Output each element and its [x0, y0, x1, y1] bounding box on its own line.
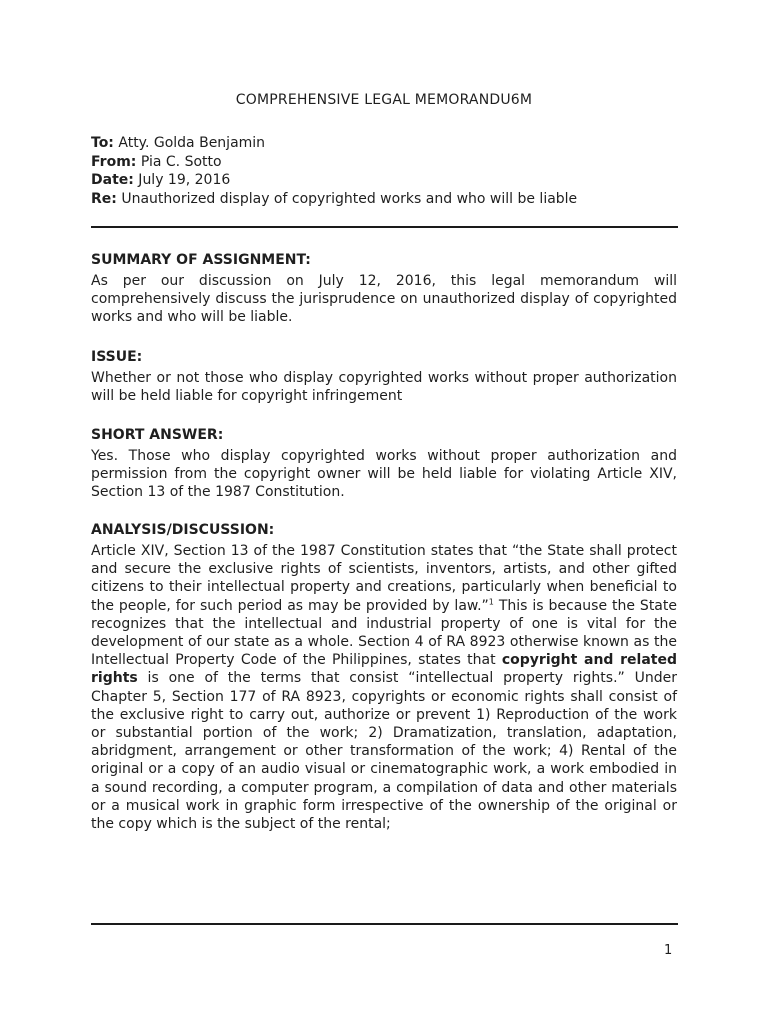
memo-date-value: July 19, 2016: [133, 172, 231, 188]
copyright-emphasis: copyright and related rights: [91, 652, 677, 687]
memo-header: [91, 134, 691, 208]
memo-re-value: Unauthorized display of copyrighted works and who will be liable: [116, 190, 578, 207]
page-number: 1: [664, 943, 673, 958]
memo-re-label: Re:: [91, 190, 117, 207]
analysis-text-part-1: Article XIV, Section 13 of the 1987 Constitution states that “the State shall protect and secure the exclusive rights of scientists, inventors, artists, and other gifted citizens to their intellectual property and creations, particularly when beneficial to the people, for such period as may be provided by law.”: [91, 543, 677, 614]
issue-heading: ISSUE:: [91, 349, 143, 365]
footnote-reference[interactable]: 1: [488, 596, 494, 606]
summary-heading: SUMMARY OF ASSIGNMENT:: [91, 252, 311, 268]
memo-from-label: From:: [91, 153, 137, 170]
analysis-section: [91, 520, 677, 833]
analysis-text-part-3: is one of the terms that consist “intellectual property rights.” Under Chapter 5, Section 177 of RA 8923, copyrights or economic rights shall consist of the exclusive right to carry out, authorize or prevent 1) Reproduction of the work or substantial portion of the work; 2) Dramatization, translation, adaptation, abridgment, arrangement or other transformation of the work; 4) Rental of the original or a copy of an audio visual or cinematographic work, a work embodied in a sound recording, a computer program, a compilation of data and other materials or a musical work in graphic form irrespective of the ownership of the original or the copy which is the subject of the rental;: [91, 670, 677, 833]
memo-date-label: Date:: [91, 172, 134, 188]
issue-section: [91, 347, 677, 405]
short-answer-section: [91, 425, 677, 502]
memo-to-value: Atty. Golda Benjamin: [113, 135, 266, 151]
analysis-text-part-2: This is because the State recognizes that the intellectual and industrial property of one is vital for the development of our state as a whole. Section 4 of RA 8923 otherwise known as the Intellectual Property Code of the Philippines, states that: [91, 597, 677, 669]
summary-section: [91, 250, 677, 327]
summary-text: As per our discussion on July 12, 2016, this legal memorandum will comprehensively discuss the jurisprudence on unauthorized display of copyrighted works and who will be liable.: [91, 273, 677, 326]
memo-re: [91, 190, 691, 209]
short-answer-heading: SHORT ANSWER:: [91, 427, 224, 443]
analysis-text: [91, 542, 677, 833]
issue-text: Whether or not those who display copyrighted works without proper authorization will be held liable for copyright infringement: [91, 370, 677, 405]
memo-date: [91, 171, 691, 190]
memo-to: [91, 134, 691, 153]
analysis-heading: ANALYSIS/DISCUSSION:: [91, 522, 275, 538]
footnote-divider: [91, 923, 678, 925]
document-title: COMPREHENSIVE LEGAL MEMORANDU6M: [235, 92, 533, 108]
memo-to-label: To:: [91, 135, 114, 151]
memo-from-value: Pia C. Sotto: [136, 153, 222, 170]
memo-from: [91, 153, 691, 172]
header-divider: [91, 226, 678, 228]
short-answer-text: Yes. Those who display copyrighted works without proper authorization and permission from the copyright owner will be held liable for violating Article XIV, Section 13 of the 1987 Constitution.: [91, 448, 677, 501]
